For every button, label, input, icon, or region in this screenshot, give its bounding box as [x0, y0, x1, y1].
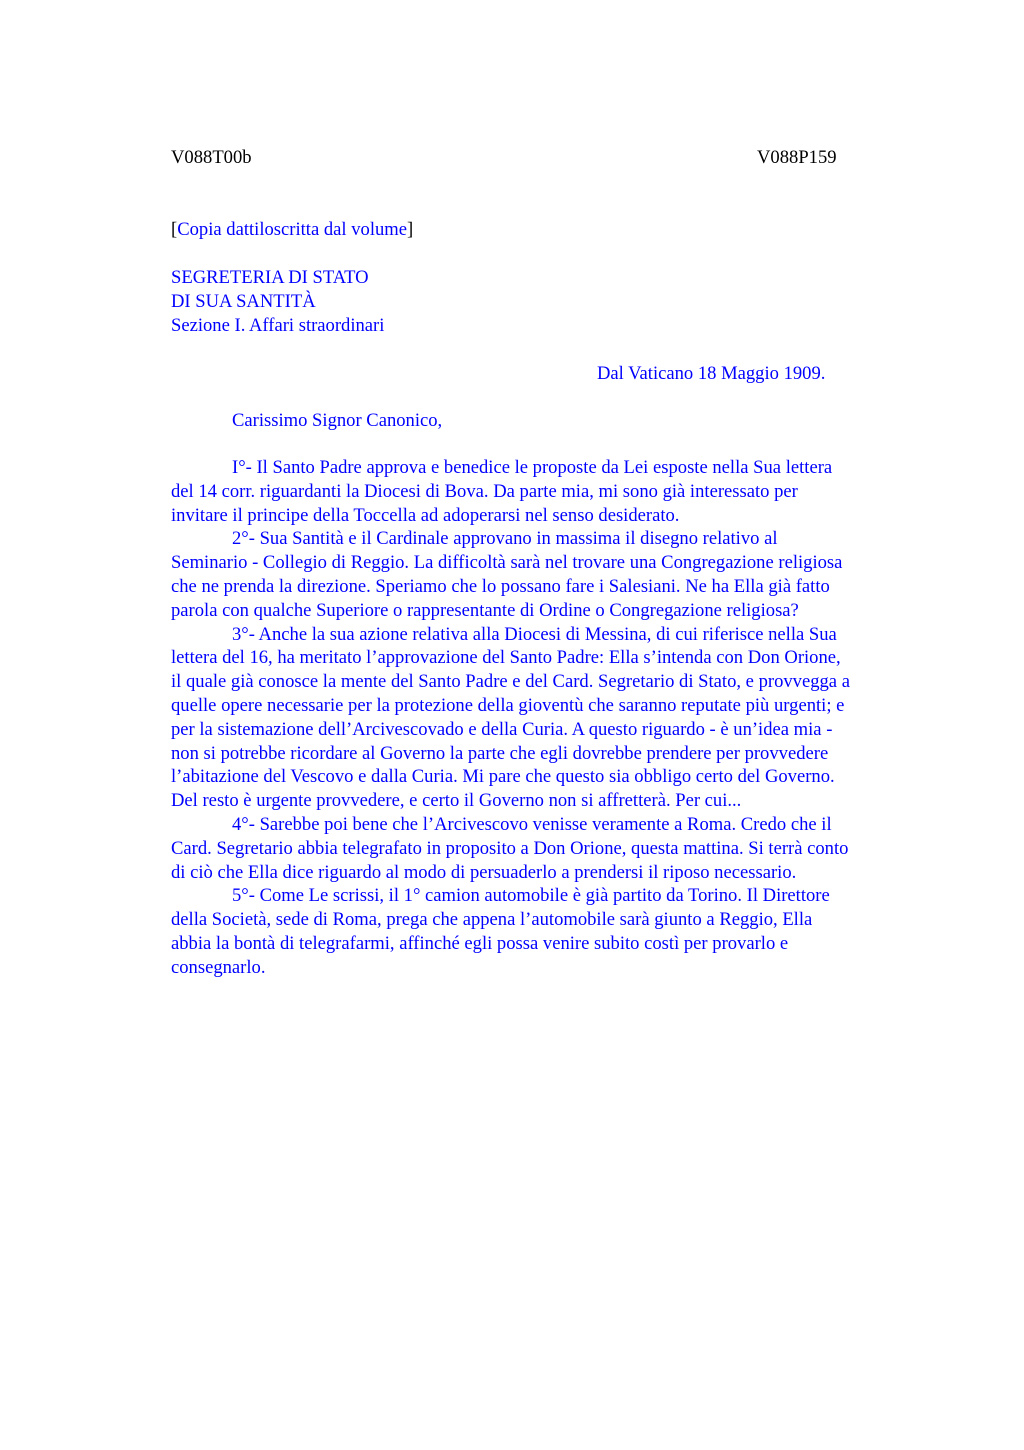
letterhead — [171, 266, 384, 337]
body-line: per la sistemazione dell’Arcivescovado e della Curia. A questo riguardo - è un’idea mia - — [171, 718, 833, 740]
body-line: quelle opere necessarie per la protezione della gioventù che saranno reputate più urgenti; e — [171, 694, 845, 716]
body-line: l’abitazione del Vescovo e dalla Curia. Mi pare che questo sia obbligo certo del Governo. — [171, 766, 835, 788]
body-line: Seminario - Collegio di Reggio. La difficoltà sarà nel trovare una Congregazione religiosa — [171, 552, 843, 574]
body-line: della Società, sede di Roma, prega che appena l’automobile sarà giunto a Reggio, Ella — [171, 909, 813, 931]
reference-code-left: V088T00b — [171, 147, 252, 168]
body-line: 5°- Come Le scrissi, il 1° camion automobile è già partito da Torino. Il Direttore — [232, 885, 830, 907]
editorial-note — [171, 218, 413, 242]
letterhead-line-2: DI SUA SANTITÀ — [171, 290, 316, 312]
body-line: lettera del 16, ha meritato l’approvazione del Santo Padre: Ella s’intenda con Don Orione, — [171, 647, 841, 669]
note-open-bracket: [ — [171, 219, 178, 240]
body-line: abbia la bontà di telegrafarmi, affinché egli possa venire subito costì per provarlo e — [171, 932, 789, 954]
body-line: che ne prenda la direzione. Speriamo che lo possano fare i Salesiani. Ne ha Ella già fatto — [171, 575, 830, 597]
note-close-bracket: ] — [407, 219, 414, 240]
letterhead-line-3: Sezione I. Affari straordinari — [171, 314, 385, 336]
letterhead-line-1: SEGRETERIA DI STATO — [171, 267, 369, 288]
body-line: Card. Segretario abbia telegrafato in proposito a Don Orione, questa mattina. Si terrà conto — [171, 837, 849, 859]
body-line: 4°- Sarebbe poi bene che l’Arcivescovo venisse veramente a Roma. Credo che il — [232, 813, 832, 835]
body-line: Del resto è urgente provvedere, e certo il Governo non si affretterà. Per cui... — [171, 790, 742, 812]
body-line: non si potrebbe ricordare al Governo la parte che egli dovrebbe prendere per provvedere — [171, 742, 829, 764]
note-text: Copia dattiloscritta dal volume — [177, 219, 407, 240]
letter-body — [171, 456, 933, 980]
body-line: I°- Il Santo Padre approva e benedice le proposte da Lei esposte nella Sua lettera — [232, 457, 833, 478]
body-line: invitare il principe della Toccella ad adoperarsi nel senso desiderato. — [171, 504, 680, 526]
body-line: di ciò che Ella dice riguardo al modo di persuaderlo a prendersi il riposo necessario. — [171, 861, 797, 883]
body-line: 2°- Sua Santità e il Cardinale approvano in massima il disegno relativo al — [232, 528, 778, 550]
letter-date: Dal Vaticano 18 Maggio 1909. — [597, 363, 826, 384]
body-line: 3°- Anche la sua azione relativa alla Diocesi di Messina, di cui riferisce nella Sua — [232, 623, 837, 645]
body-line: il quale già conosce la mente del Santo Padre e del Card. Segretario di Stato, e provvegga a — [171, 671, 850, 693]
salutation: Carissimo Signor Canonico, — [232, 410, 443, 431]
body-line: consegnarlo. — [171, 956, 266, 978]
reference-code-right: V088P159 — [757, 147, 837, 168]
body-line: del 14 corr. riguardanti la Diocesi di Bova. Da parte mia, mi sono già interessato per — [171, 480, 798, 502]
body-line: parola con qualche Superiore o rappresentante di Ordine o Congregazione religiosa? — [171, 599, 799, 621]
